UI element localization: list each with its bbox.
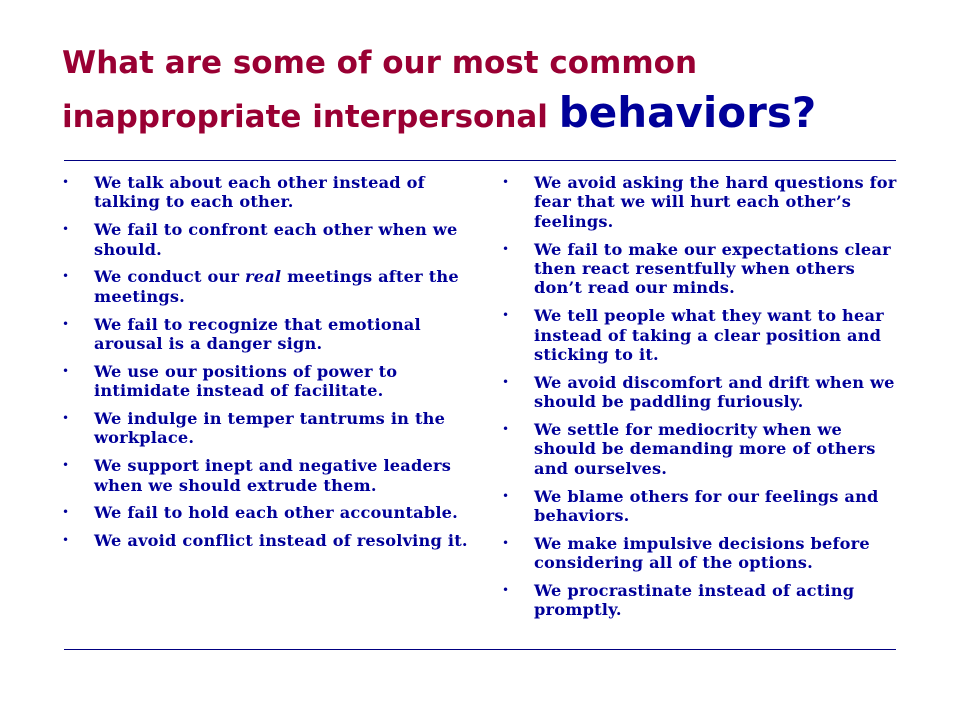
bullet-icon: • [502, 241, 510, 256]
list-item-text-start: We conduct our [94, 267, 246, 287]
list-item [62, 531, 468, 550]
list-item-text: We settle for mediocrity when we should be demanding more of others and ourselves. [534, 420, 876, 478]
list-item-text: We avoid discomfort and drift when we should be paddling furiously. [534, 372, 895, 412]
bullet-icon: • [62, 505, 70, 520]
bullet-icon: • [502, 374, 510, 389]
list-item [502, 487, 904, 526]
list-item-text: We fail to make our expectations clear then react resentfully when others don’t read our minds. [534, 239, 891, 298]
list-item-text: We fail to hold each other accountable. [94, 503, 459, 523]
list-item [62, 503, 468, 522]
list-item [62, 315, 468, 354]
right-bullet-list [502, 173, 904, 628]
left-bullet-list [62, 173, 468, 559]
list-item-text: We tell people what they want to hear instead of taking a clear position and sticking to it. [534, 306, 884, 365]
list-item [502, 581, 904, 620]
list-item-text-end: meetings after the meetings. [94, 267, 459, 306]
bullet-icon: • [502, 308, 510, 323]
list-item-text: We support inept and negative leaders when we should extrude them. [94, 456, 452, 495]
list-item [502, 173, 904, 231]
bullet-icon: • [62, 411, 70, 426]
title-emphasis: behaviors? [558, 88, 817, 137]
list-item-text: We use our positions of power to intimidate instead of facilitate. [94, 361, 398, 401]
bottom-divider [64, 649, 896, 650]
bullet-icon: • [502, 583, 510, 598]
list-item [62, 173, 468, 212]
top-divider [64, 160, 896, 161]
list-item-text: We indulge in temper tantrums in the workplace. [94, 409, 446, 448]
list-item [502, 420, 904, 478]
bullet-icon: • [502, 175, 510, 189]
list-item-text: We make impulsive decisions before considering all of the options. [534, 533, 870, 573]
bullet-icon: • [62, 363, 70, 378]
bullet-icon: • [502, 422, 510, 437]
bullet-icon: • [62, 316, 70, 331]
list-item-text: We fail to confront each other when we should. [94, 220, 458, 259]
list-item [502, 373, 904, 412]
bullet-icon: • [502, 488, 510, 503]
list-item [502, 306, 904, 364]
bullet-icon: • [62, 222, 70, 237]
list-item [62, 456, 468, 495]
bullet-icon: • [62, 175, 70, 189]
bullet-icon: • [502, 535, 510, 550]
list-item [502, 240, 904, 298]
list-item [62, 267, 468, 306]
bullet-icon: • [62, 458, 70, 473]
list-item [62, 409, 468, 448]
list-item-text: We avoid asking the hard questions for fear that we will hurt each other’s feelings. [534, 173, 897, 231]
list-item-text: We fail to recognize that emotional arousal is a danger sign. [94, 314, 421, 354]
emphasis-word: real [245, 267, 282, 287]
list-item [502, 534, 904, 573]
list-item-text: We avoid conflict instead of resolving it. [94, 531, 468, 551]
bullet-icon: • [62, 269, 70, 284]
list-item [62, 220, 468, 259]
list-item-text: We blame others for our feelings and behaviors. [534, 486, 879, 526]
slide-title [62, 38, 922, 142]
bullet-icon: • [62, 533, 70, 548]
list-item-text: We talk about each other instead of talking to each other. [94, 173, 425, 212]
list-item [62, 362, 468, 401]
list-item-text: We procrastinate instead of acting promptly. [534, 581, 855, 620]
list-item-text [94, 267, 468, 306]
title-main: What are some of our most common inappropriate interpersonal [62, 45, 698, 135]
